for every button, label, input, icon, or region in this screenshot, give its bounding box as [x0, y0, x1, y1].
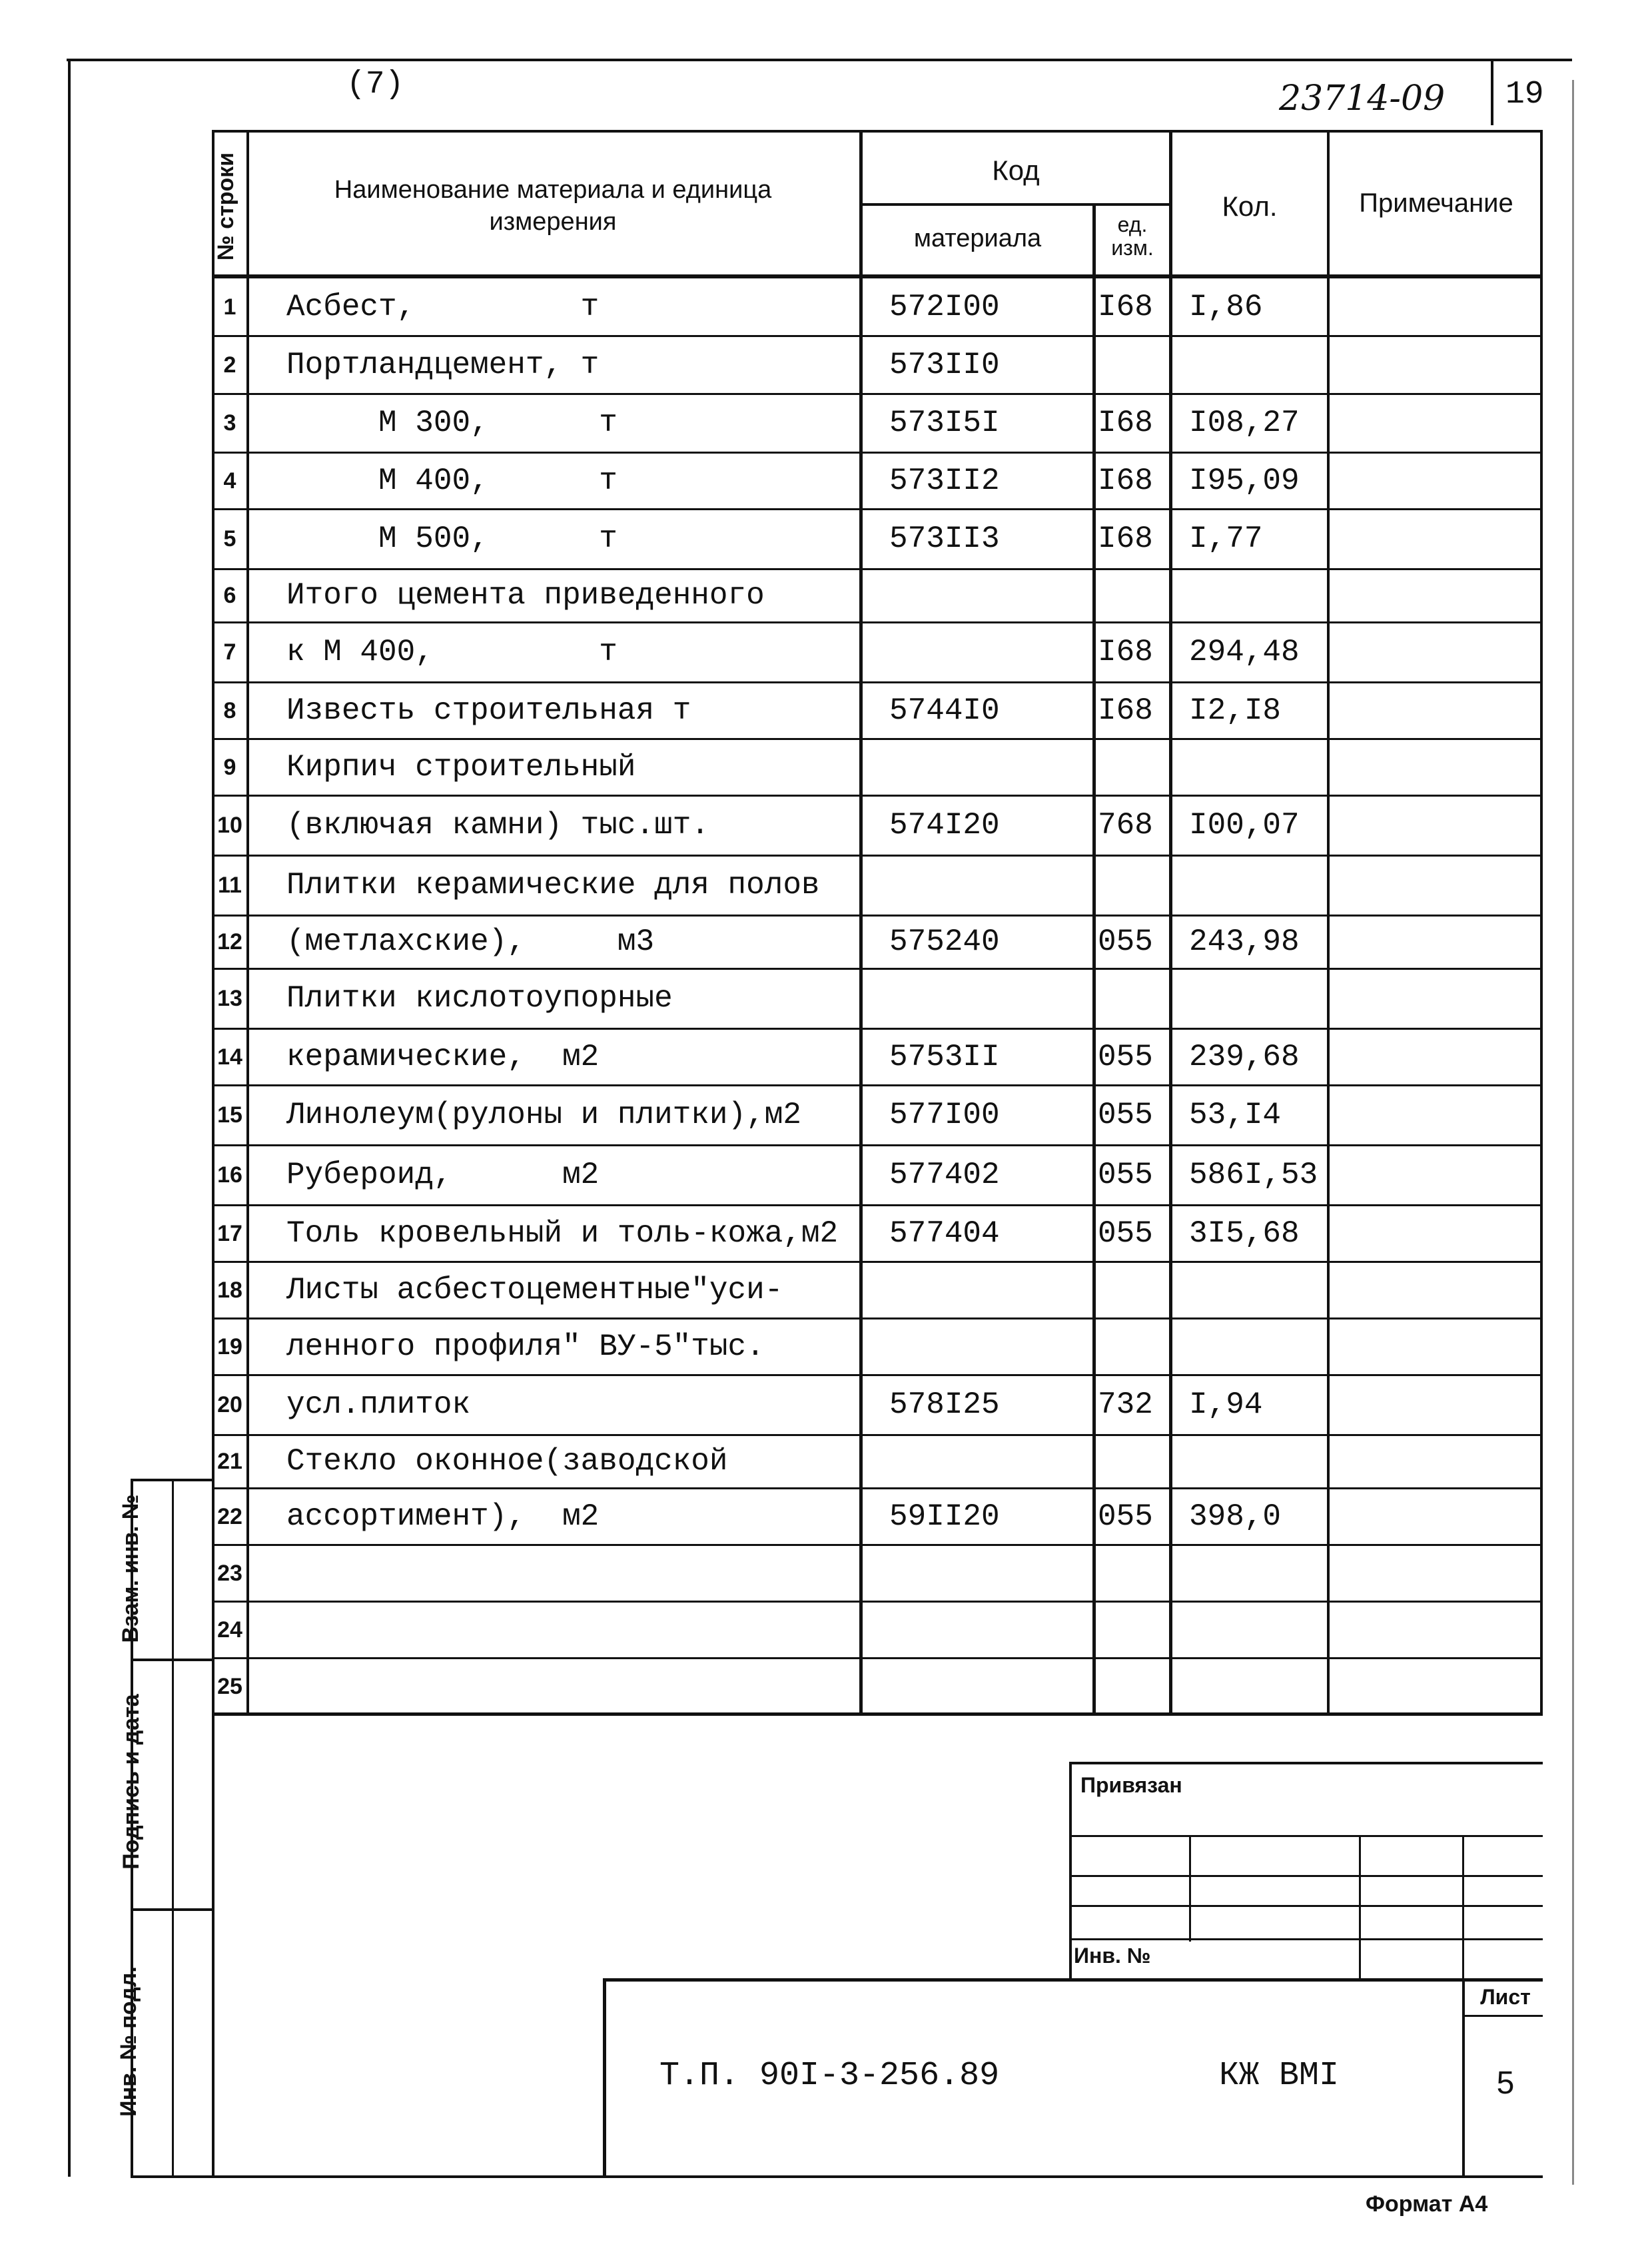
row-number: 5: [223, 526, 236, 552]
side-inv-podl: Инв. № подл.: [116, 1966, 141, 2117]
row-number: 18: [217, 1278, 242, 1303]
row-number: 8: [223, 698, 236, 723]
header-unit: ед. изм.: [1111, 212, 1154, 260]
material-name: усл.плиток: [286, 1387, 471, 1422]
unit-code: 055: [1098, 1158, 1153, 1192]
unit-code: 055: [1098, 1499, 1153, 1534]
side-podpis-data: Подпись и дата: [119, 1694, 144, 1870]
header-material: материала: [913, 224, 1042, 252]
row-number: 2: [223, 352, 236, 378]
row-number: 20: [217, 1392, 242, 1417]
material-name: Толь кровельный и толь-кожа,м2: [286, 1216, 839, 1251]
quantity: I95,09: [1189, 464, 1300, 498]
row-number: 14: [217, 1044, 242, 1070]
format-label: Формат А4: [1366, 2191, 1488, 2217]
row-number: 6: [223, 583, 236, 608]
quantity: I08,27: [1189, 406, 1300, 440]
material-name: М 300, т: [286, 406, 618, 440]
material-name: Итого цемента приведенного: [286, 578, 765, 613]
unit-code: 055: [1098, 925, 1153, 959]
material-code: 578I25: [889, 1387, 1000, 1422]
doc-code: Т.П. 90I-3-256.89: [659, 2057, 1000, 2095]
header-code: Код: [992, 155, 1040, 186]
frame-right-dash: [1572, 80, 1574, 2185]
unit-code: I68: [1098, 522, 1153, 556]
row-number: 22: [217, 1504, 242, 1529]
inv-no-label: Инв. №: [1074, 1944, 1151, 1968]
material-code: 575240: [889, 925, 1000, 959]
unit-code: I68: [1098, 290, 1153, 324]
material-code: 574I20: [889, 808, 1000, 843]
material-name: Плитки керамические для полов: [286, 868, 820, 903]
material-name: Стекло оконное(заводской: [286, 1444, 728, 1479]
unit-code: 732: [1098, 1387, 1153, 1422]
row-number: 19: [217, 1334, 242, 1359]
material-name: Плитки кислотоупорные: [286, 981, 673, 1016]
row-number: 23: [217, 1561, 242, 1586]
material-name: Рубероид, м2: [286, 1158, 600, 1192]
material-name: к М 400, т: [286, 635, 618, 669]
material-name: Известь строительная т: [286, 693, 691, 728]
doc-mark: КЖ ВМI: [1219, 2057, 1340, 2095]
material-code: 573II3: [889, 522, 1000, 556]
row-number: 13: [217, 986, 242, 1011]
material-code: 573II2: [889, 464, 1000, 498]
row-number: 16: [217, 1162, 242, 1188]
row-number: 24: [217, 1617, 242, 1643]
material-name: ленного профиля" ВУ-5"тыс.: [286, 1329, 765, 1364]
header-name: Наименование материала и единица измерения: [334, 176, 772, 236]
quantity: I,77: [1189, 522, 1263, 556]
row-number: 21: [217, 1449, 242, 1474]
privyazan-label: Привязан: [1080, 1773, 1182, 1797]
material-name: ассортимент), м2: [286, 1499, 600, 1534]
quantity: I2,I8: [1189, 693, 1282, 728]
unit-code: 055: [1098, 1040, 1153, 1074]
quantity: 239,68: [1189, 1040, 1300, 1074]
quantity: 294,48: [1189, 635, 1300, 669]
material-code: 573II0: [889, 348, 1000, 382]
frame-top: [67, 59, 1572, 61]
frame-left: [68, 59, 71, 2177]
material-name: М 500, т: [286, 522, 618, 556]
row-number: 10: [217, 813, 242, 838]
material-code: 577I00: [889, 1098, 1000, 1132]
header-qty: Кол.: [1222, 190, 1278, 222]
quantity: 586I,53: [1189, 1158, 1318, 1192]
unit-code: 055: [1098, 1098, 1153, 1132]
material-name: М 400, т: [286, 464, 618, 498]
unit-code: I68: [1098, 406, 1153, 440]
material-code: 5753II: [889, 1040, 1000, 1074]
quantity: 243,98: [1189, 925, 1300, 959]
row-number: 25: [217, 1674, 242, 1699]
quantity: 53,I4: [1189, 1098, 1282, 1132]
sheet-ref: (7): [346, 67, 404, 103]
material-code: 572I00: [889, 290, 1000, 324]
row-number: 7: [223, 639, 236, 665]
material-code: 5744I0: [889, 693, 1000, 728]
material-name: Кирпич строительный: [286, 750, 636, 785]
side-vzam-inv: Взам. инв. №: [118, 1494, 143, 1643]
material-name: Портландцемент, т: [286, 348, 600, 382]
frame-inner-right: [1491, 59, 1493, 125]
material-name: Листы асбестоцементные"уси-: [286, 1273, 783, 1308]
header-note: Примечание: [1359, 188, 1513, 218]
material-name: (включая камни) тыс.шт.: [286, 808, 709, 843]
row-number: 9: [223, 755, 236, 780]
sheet-number: 5: [1496, 2065, 1515, 2101]
material-name: Линолеум(рулоны и плитки),м2: [286, 1098, 801, 1132]
quantity: I,94: [1189, 1387, 1263, 1422]
row-number: 3: [223, 410, 236, 436]
page-corner-number: 19: [1505, 77, 1544, 113]
sheet-label: Лист: [1480, 1985, 1531, 2009]
doc-number-handwritten: 23714-09: [1279, 79, 1446, 119]
quantity: 3I5,68: [1189, 1216, 1300, 1251]
row-number: 17: [217, 1221, 242, 1246]
row-number: 4: [223, 468, 236, 494]
row-number: 12: [217, 929, 242, 954]
quantity: 398,0: [1189, 1499, 1282, 1534]
unit-code: 768: [1098, 808, 1153, 843]
unit-code: 055: [1098, 1216, 1153, 1251]
material-name: Асбест, т: [286, 290, 600, 324]
material-code: 577404: [889, 1216, 1000, 1251]
unit-code: I68: [1098, 635, 1153, 669]
row-number: 15: [217, 1102, 242, 1128]
quantity: I00,07: [1189, 808, 1300, 843]
header-row-number: № строки: [213, 152, 238, 261]
row-number: 1: [223, 294, 236, 320]
material-code: 573I5I: [889, 406, 1000, 440]
quantity: I,86: [1189, 290, 1263, 324]
material-code: 59II20: [889, 1499, 1000, 1534]
row-number: 11: [218, 873, 242, 898]
material-name: керамические, м2: [286, 1040, 600, 1074]
material-code: 577402: [889, 1158, 1000, 1192]
material-name: (метлахские), м3: [286, 925, 655, 959]
unit-code: I68: [1098, 693, 1153, 728]
unit-code: I68: [1098, 464, 1153, 498]
